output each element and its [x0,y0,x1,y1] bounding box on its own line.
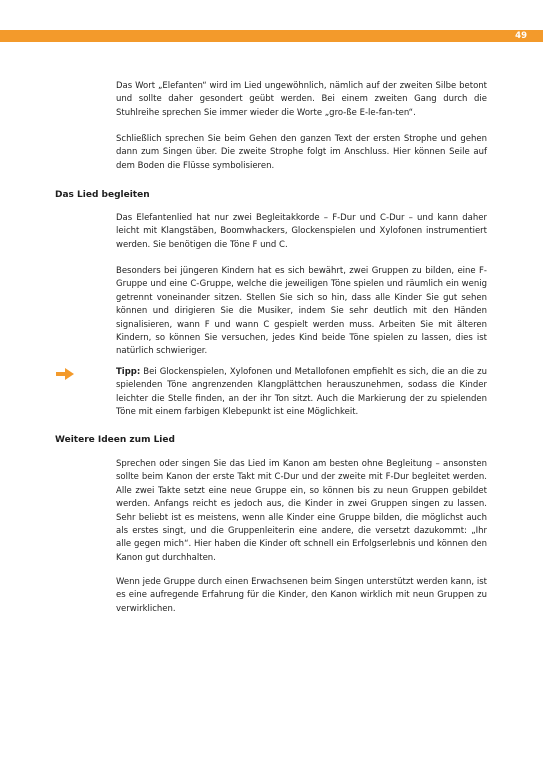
arrow-right-icon [55,366,75,382]
paragraph-strophe: Schließlich sprechen Sie beim Gehen den ganzen Text der ersten Strophe und gehen dann zum Singen über. Die zweite Strophe folgt im Anschluss. Hier können Seile auf dem Boden die Flüsse symbolisieren. [116,134,487,171]
paragraph-kanon: Sprechen oder singen Sie das Lied im Kanon am besten ohne Begleitung – ansonsten sollte beim Kanon der erste Takt mit C-Dur und der zweite mit F-Dur begleitet werden. Alle zwei Takte setzt eine neue Gruppe ein, so können bis zu neun Gruppen gebildet werden. Anfangs reicht es jedoch aus, die Kinder in zwei Gruppen singen zu lassen. Sehr beliebt ist es meistens, wenn alle Kinder eine Gruppe bilden, die möglichst auch als erstes singt, und die Gruppenleiterin eine andere, die versetzt dazukommt: „Ihr alle gegen mich“. Hier haben die Kinder oft schnell ein Erfolgserlebnis und können den Kanon gut durchhalten. [116,459,487,563]
header-bar [0,30,543,42]
page-number: 49 [515,31,527,41]
tip-label: Tipp: [116,367,141,377]
paragraph-begleitakkorde: Das Elefantenlied hat nur zwei Begleitakkorde – F-Dur und C-Dur – und kann daher leicht mit Klangstäben, Boomwhackers, Glockenspielen und Xylofonen instrumentiert werden. Sie benötigen die Töne F und C. [116,213,487,250]
heading-lied-begleiten: Das Lied begleiten [55,190,150,200]
paragraph-neun-gruppen: Wenn jede Gruppe durch einen Erwachsenen beim Singen unterstützt werden kann, ist es eine aufregende Erfahrung für die Kinder, den Kanon wirklich mit neun Gruppen zu verwirklichen. [116,577,487,614]
paragraph-intro: Das Wort „Elefanten“ wird im Lied ungewöhnlich, nämlich auf der zweiten Silbe betont und sollte daher gesondert geübt werden. Bei einem zweiten Gang durch die Stuhlreihe sprechen Sie immer wieder die Worte „gro-ße E-le-fan-ten“. [116,81,487,118]
heading-weitere-ideen: Weitere Ideen zum Lied [55,435,175,445]
tip-text: Bei Glockenspielen, Xylofonen und Metallofonen empfiehlt es sich, die an die zu spielenden Töne angrenzenden Klangplättchen herauszunehmen, sodass die Kinder leichter die Stelle finden, an der ihr Ton sitzt. Auch die Markierung der zu spielenden Töne mit einem farbigen Klebepunkt ist eine Möglichkeit. [116,367,487,418]
tip-paragraph [116,366,487,420]
paragraph-gruppen: Besonders bei jüngeren Kindern hat es sich bewährt, zwei Gruppen zu bilden, eine F-Gruppe und eine C-Gruppe, welche die jeweiligen Töne spielen und räumlich ein wenig getrennt voneinander sitzen. Stellen Sie sich so hin, dass alle Kinder Sie gut sehen können und dirigieren Sie die Musiker, indem Sie sehr deutlich mit den Händen signalisieren, wann F und wann C gespielt werden muss. Arbeiten Sie mit älteren Kindern, so können Sie versuchen, jedes Kind beide Töne spielen zu lassen, dies ist natürlich schwieriger. [116,266,487,357]
